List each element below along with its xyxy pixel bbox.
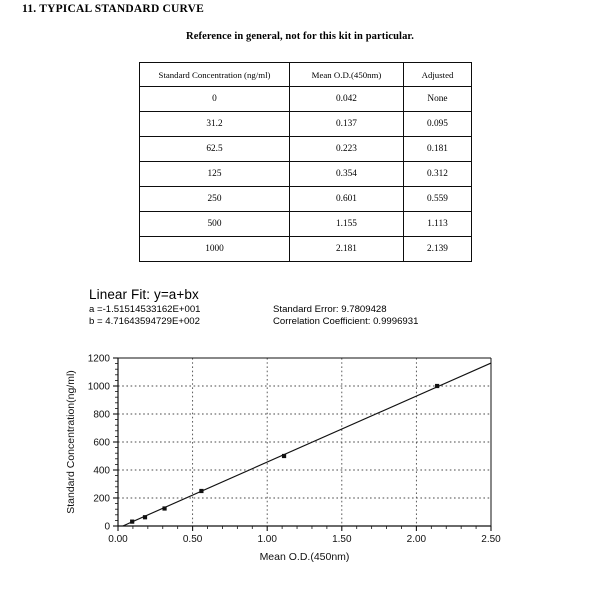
page-subtitle: Reference in general, not for this kit in particular.	[186, 31, 414, 42]
linear-fit-summary	[89, 287, 419, 328]
y-axis-title: Standard Concentration(ng/ml)	[65, 370, 77, 514]
fit-standard-error: Standard Error: 9.7809428	[273, 304, 387, 315]
linear-fit-row-a	[89, 304, 387, 316]
y-tick-label: 400	[93, 465, 110, 477]
table-header-adjusted: Adjusted	[404, 63, 472, 87]
chart-tick-labels	[88, 354, 501, 546]
cell-concentration: 1000	[140, 237, 290, 262]
table-row	[140, 187, 472, 212]
x-axis-title: Mean O.D.(450nm)	[259, 551, 350, 563]
x-tick-label: 2.50	[481, 534, 501, 545]
table-row	[140, 112, 472, 137]
x-tick-label: 0.50	[182, 534, 203, 545]
y-tick-label: 1200	[87, 353, 110, 365]
table-header-mean-od: Mean O.D.(450nm)	[290, 63, 404, 87]
table-row	[140, 137, 472, 162]
chart-canvas	[0, 345, 600, 575]
y-tick-label: 0	[104, 521, 110, 533]
cell-adjusted: 0.312	[404, 162, 472, 187]
table-row	[140, 237, 472, 262]
chart-gridlines	[118, 358, 491, 526]
cell-adjusted: 1.113	[404, 212, 472, 237]
cell-mean-od: 0.354	[290, 162, 404, 187]
table-row	[140, 87, 472, 112]
cell-mean-od: 2.181	[290, 237, 404, 262]
cell-concentration: 500	[140, 212, 290, 237]
fit-coefficient-a: a =-1.51514533162E+001	[89, 304, 201, 315]
y-tick-label: 1000	[87, 381, 110, 393]
fit-correlation-coefficient: Correlation Coefficient: 0.9996931	[273, 316, 419, 327]
standard-curve-table	[139, 62, 472, 262]
cell-mean-od: 0.601	[290, 187, 404, 212]
cell-mean-od: 0.137	[290, 112, 404, 137]
cell-adjusted: 2.139	[404, 237, 472, 262]
page-title: 11. TYPICAL STANDARD CURVE	[22, 3, 205, 15]
table-row	[140, 212, 472, 237]
x-tick-label: 1.00	[257, 534, 277, 545]
table-header-concentration: Standard Concentration (ng/ml)	[140, 63, 290, 87]
cell-concentration: 125	[140, 162, 290, 187]
y-tick-label: 200	[93, 493, 110, 505]
x-tick-label: 0.00	[108, 534, 128, 545]
cell-mean-od: 0.223	[290, 137, 404, 162]
standard-curve-chart	[0, 345, 600, 575]
linear-fit-row-b	[89, 316, 419, 328]
cell-adjusted: 0.181	[404, 137, 472, 162]
cell-mean-od: 1.155	[290, 212, 404, 237]
cell-adjusted: 0.095	[404, 112, 472, 137]
x-tick-label: 2.00	[406, 534, 427, 545]
linear-fit-heading: Linear Fit: y=a+bx	[89, 287, 199, 302]
y-tick-label: 600	[93, 437, 110, 449]
y-tick-label: 800	[93, 409, 110, 421]
cell-mean-od: 0.042	[290, 87, 404, 112]
cell-concentration: 31.2	[140, 112, 290, 137]
cell-adjusted: 0.559	[404, 187, 472, 212]
cell-adjusted: None	[404, 87, 472, 112]
fit-coefficient-b: b = 4.71643594729E+002	[89, 316, 200, 327]
cell-concentration: 0	[140, 87, 290, 112]
cell-concentration: 62.5	[140, 137, 290, 162]
table-row	[140, 162, 472, 187]
x-tick-label: 1.50	[332, 534, 352, 545]
cell-concentration: 250	[140, 187, 290, 212]
table-header-row	[140, 63, 472, 87]
